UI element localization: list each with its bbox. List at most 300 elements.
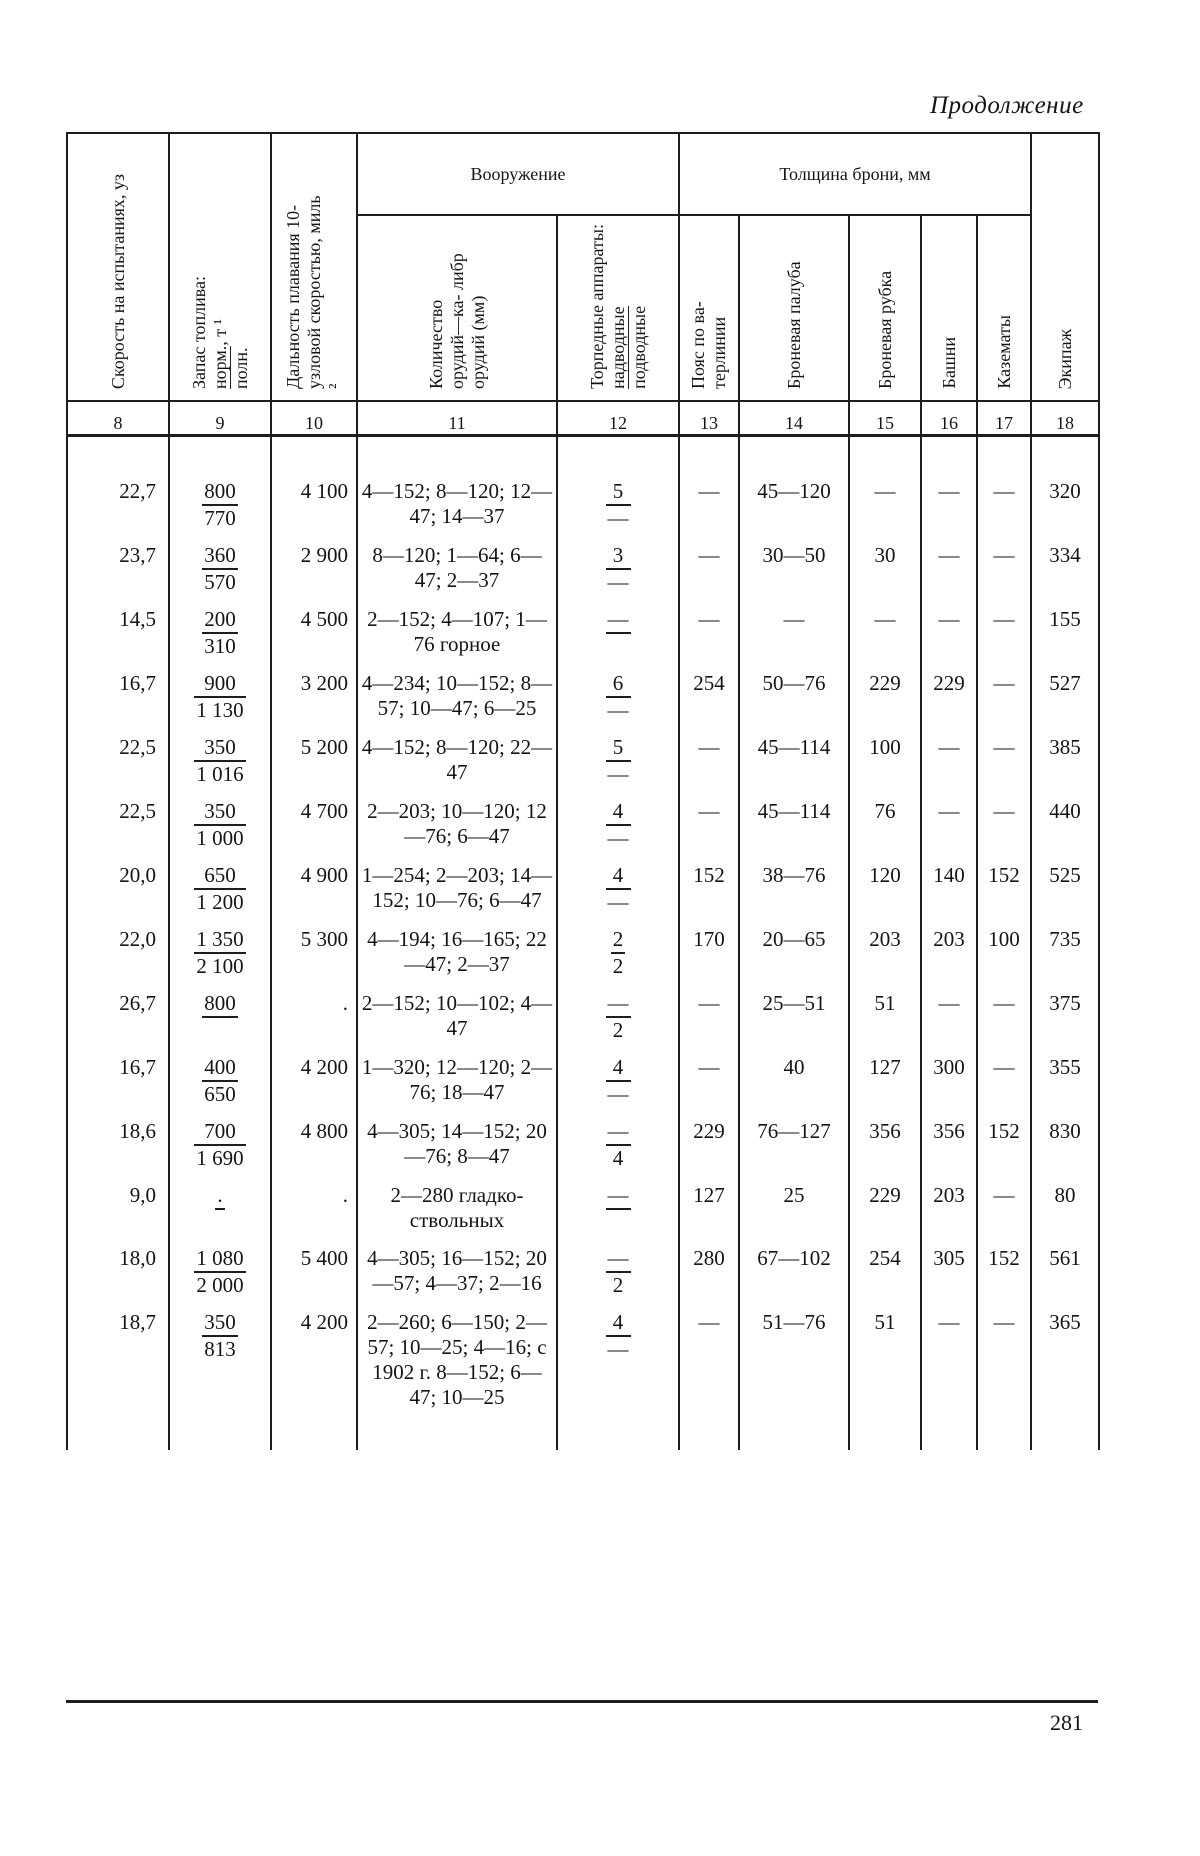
fuel-fraction-denominator: 1 130 [196, 697, 244, 722]
column-number-row [67, 401, 1099, 436]
cell-range: 3 200 [271, 659, 357, 723]
cell-turrets: — [921, 979, 977, 1043]
cell-speed: 16,7 [67, 659, 169, 723]
cell-casemates: 152 [977, 851, 1031, 915]
fuel-fraction-denominator: 310 [204, 633, 236, 658]
cell-deck: 50—76 [739, 659, 849, 723]
torpedo-fraction-denominator: — [607, 1336, 629, 1361]
cell-belt: 127 [679, 1171, 739, 1234]
header-fuel-num: норм. [209, 345, 230, 389]
torpedo-fraction-numerator: 4 [606, 1310, 631, 1337]
cell-guns: 2—152; 4—107; 1—76 горное [357, 595, 557, 659]
cell-guns: 4—152; 8—120; 22—47 [357, 723, 557, 787]
cell-deck: 45—114 [739, 723, 849, 787]
cell-speed: 9,0 [67, 1171, 169, 1234]
torpedo-fraction [606, 543, 631, 595]
cell-range: 4 500 [271, 595, 357, 659]
fuel-fraction [202, 1310, 238, 1362]
header-range-text: Дальность плавания 10-узловой скоростью, миль ² [282, 195, 345, 389]
cell-casemates: 100 [977, 915, 1031, 979]
column-number: 16 [921, 401, 977, 436]
table-row [67, 787, 1099, 851]
fuel-fraction-denominator: 650 [204, 1081, 236, 1106]
cell-crew: 561 [1031, 1234, 1099, 1298]
cell-guns: 4—234; 10—152; 8—57; 10—47; 6—25 [357, 659, 557, 723]
column-number: 15 [849, 401, 921, 436]
torpedo-fraction-numerator: — [606, 1119, 631, 1146]
fuel-fraction-denominator [215, 1210, 224, 1234]
cell-belt: — [679, 1043, 739, 1107]
cell-deck: 45—120 [739, 467, 849, 531]
header-belt [679, 215, 739, 401]
fuel-fraction-denominator: 813 [204, 1336, 236, 1361]
cell-turrets: — [921, 1298, 977, 1450]
cell-speed: 16,7 [67, 1043, 169, 1107]
fuel-fraction-numerator: 1 080 [194, 1246, 245, 1273]
torpedo-fraction [606, 991, 631, 1043]
cell-belt: — [679, 723, 739, 787]
cell-casemates: — [977, 1298, 1031, 1450]
torpedo-fraction-numerator: 4 [606, 863, 631, 890]
cell-fuel [169, 467, 271, 531]
cell-torpedo [557, 1043, 679, 1107]
cell-conning: 254 [849, 1234, 921, 1298]
cell-conning: 51 [849, 1298, 921, 1450]
cell-torpedo [557, 595, 679, 659]
cell-fuel [169, 659, 271, 723]
spacer-row [67, 435, 1099, 467]
torpedo-fraction-denominator: — [607, 569, 629, 594]
fuel-fraction [194, 927, 245, 979]
cell-fuel [169, 1298, 271, 1450]
cell-guns: 1—320; 12—120; 2—76; 18—47 [357, 1043, 557, 1107]
cell-casemates: 152 [977, 1234, 1031, 1298]
cell-turrets: 229 [921, 659, 977, 723]
cell-conning: 30 [849, 531, 921, 595]
cell-guns: 4—194; 16—165; 22—47; 2—37 [357, 915, 557, 979]
torpedo-fraction [606, 1246, 631, 1298]
ship-specs-table [66, 132, 1100, 1450]
cell-guns: 2—203; 10—120; 12—76; 6—47 [357, 787, 557, 851]
cell-range: 4 800 [271, 1107, 357, 1171]
table-row [67, 1298, 1099, 1450]
header-speed [67, 133, 169, 401]
cell-fuel [169, 979, 271, 1043]
header-turrets [921, 215, 977, 401]
torpedo-fraction [606, 735, 631, 787]
table-row [67, 1043, 1099, 1107]
cell-torpedo [557, 531, 679, 595]
header-crew-text: Экипаж [1054, 328, 1075, 389]
cell-guns: 2—260; 6—150; 2—57; 10—25; 4—16; с 1902 г. 8—152; 6—47; 10—25 [357, 1298, 557, 1450]
cell-conning: 120 [849, 851, 921, 915]
cell-range: . [271, 1171, 357, 1234]
header-belt-text: Пояс по ва- терлинии [688, 301, 730, 389]
fuel-fraction [194, 799, 245, 851]
fuel-fraction-numerator: 800 [202, 479, 238, 506]
cell-speed: 23,7 [67, 531, 169, 595]
table-row [67, 979, 1099, 1043]
cell-torpedo [557, 1171, 679, 1234]
continuation-label: Продолжение [930, 92, 1084, 119]
cell-deck: 25—51 [739, 979, 849, 1043]
header-torpedo-top: Торпедные аппараты: [586, 224, 607, 389]
cell-torpedo [557, 979, 679, 1043]
cell-range: 4 900 [271, 851, 357, 915]
cell-range: 4 200 [271, 1043, 357, 1107]
cell-belt: — [679, 979, 739, 1043]
cell-turrets: 356 [921, 1107, 977, 1171]
cell-deck: 51—76 [739, 1298, 849, 1450]
cell-torpedo [557, 659, 679, 723]
cell-speed: 20,0 [67, 851, 169, 915]
table-row [67, 723, 1099, 787]
cell-guns: 2—152; 10—102; 4—47 [357, 979, 557, 1043]
cell-deck: 76—127 [739, 1107, 849, 1171]
column-number: 10 [271, 401, 357, 436]
column-number: 14 [739, 401, 849, 436]
cell-speed: 18,7 [67, 1298, 169, 1450]
cell-casemates: — [977, 723, 1031, 787]
torpedo-fraction-denominator: — [607, 697, 629, 722]
cell-torpedo [557, 851, 679, 915]
cell-deck: — [739, 595, 849, 659]
cell-belt: — [679, 531, 739, 595]
cell-conning: 229 [849, 659, 921, 723]
cell-range: 4 700 [271, 787, 357, 851]
cell-belt: — [679, 467, 739, 531]
cell-speed: 22,5 [67, 787, 169, 851]
header-casemates [977, 215, 1031, 401]
cell-fuel [169, 1234, 271, 1298]
cell-deck: 25 [739, 1171, 849, 1234]
cell-torpedo [557, 1234, 679, 1298]
fuel-fraction [202, 543, 238, 595]
cell-casemates: — [977, 979, 1031, 1043]
column-number: 18 [1031, 401, 1099, 436]
header-guns [357, 215, 557, 401]
cell-turrets: — [921, 467, 977, 531]
fuel-fraction-denominator: 570 [204, 569, 236, 594]
cell-casemates: — [977, 1171, 1031, 1234]
cell-conning: 203 [849, 915, 921, 979]
cell-fuel [169, 1107, 271, 1171]
cell-conning: 356 [849, 1107, 921, 1171]
cell-crew: 527 [1031, 659, 1099, 723]
torpedo-fraction-denominator [606, 1210, 631, 1234]
cell-fuel [169, 595, 271, 659]
fuel-fraction-numerator: . [215, 1183, 224, 1210]
cell-conning: 100 [849, 723, 921, 787]
torpedo-fraction [606, 1119, 631, 1171]
fuel-fraction [194, 863, 245, 915]
fuel-fraction [194, 1119, 245, 1171]
cell-conning: — [849, 595, 921, 659]
header-crew [1031, 133, 1099, 401]
header-deck-text: Броневая палуба [783, 261, 804, 389]
cell-deck: 67—102 [739, 1234, 849, 1298]
torpedo-fraction-numerator: 5 [606, 735, 631, 762]
cell-casemates: — [977, 595, 1031, 659]
torpedo-fraction-denominator: 4 [612, 1145, 624, 1170]
cell-range: 4 200 [271, 1298, 357, 1450]
cell-speed: 18,0 [67, 1234, 169, 1298]
cell-fuel [169, 723, 271, 787]
fuel-fraction-numerator: 1 350 [194, 927, 245, 954]
cell-speed: 22,5 [67, 723, 169, 787]
cell-deck: 45—114 [739, 787, 849, 851]
torpedo-fraction-denominator: — [607, 1081, 629, 1106]
cell-speed: 26,7 [67, 979, 169, 1043]
fuel-fraction-denominator: 770 [204, 505, 236, 530]
torpedo-fraction-numerator: 4 [606, 1055, 631, 1082]
cell-torpedo [557, 723, 679, 787]
cell-guns: 4—152; 8—120; 12—47; 14—37 [357, 467, 557, 531]
cell-speed: 22,0 [67, 915, 169, 979]
cell-torpedo [557, 915, 679, 979]
cell-crew: 365 [1031, 1298, 1099, 1450]
cell-conning: 76 [849, 787, 921, 851]
cell-belt: — [679, 1298, 739, 1450]
cell-guns: 4—305; 14—152; 20—76; 8—47 [357, 1107, 557, 1171]
fuel-fraction-numerator: 700 [194, 1119, 245, 1146]
cell-speed: 22,7 [67, 467, 169, 531]
header-fuel-top: Запас топлива: [188, 275, 209, 389]
cell-turrets: 203 [921, 1171, 977, 1234]
table-body [67, 435, 1099, 1450]
cell-guns: 1—254; 2—203; 14—152; 10—76; 6—47 [357, 851, 557, 915]
torpedo-fraction-numerator: — [606, 1246, 631, 1273]
cell-crew: 375 [1031, 979, 1099, 1043]
torpedo-fraction [606, 1310, 631, 1362]
fuel-fraction-denominator: 1 200 [196, 889, 244, 914]
cell-range: 5 200 [271, 723, 357, 787]
fuel-fraction [202, 1055, 238, 1107]
cell-torpedo [557, 1107, 679, 1171]
cell-turrets: — [921, 595, 977, 659]
cell-deck: 20—65 [739, 915, 849, 979]
fuel-fraction [215, 1183, 224, 1234]
header-guns-text: Количество орудий—ка- либр орудий (мм) [425, 253, 488, 389]
table-row [67, 1171, 1099, 1234]
header-fuel-unit: , т ¹ [209, 318, 230, 346]
header-conning [849, 215, 921, 401]
cell-casemates: — [977, 531, 1031, 595]
cell-range: 5 300 [271, 915, 357, 979]
torpedo-fraction [606, 799, 631, 851]
cell-turrets: — [921, 531, 977, 595]
header-turrets-text: Башни [938, 337, 959, 389]
fuel-fraction [202, 479, 238, 531]
fuel-fraction-denominator: 2 100 [196, 953, 244, 978]
column-number: 12 [557, 401, 679, 436]
cell-crew: 440 [1031, 787, 1099, 851]
torpedo-fraction-numerator: 3 [606, 543, 631, 570]
torpedo-fraction-denominator [606, 634, 631, 658]
table-row [67, 595, 1099, 659]
cell-fuel [169, 531, 271, 595]
torpedo-fraction-denominator: 2 [612, 1272, 624, 1297]
torpedo-fraction [606, 607, 631, 658]
torpedo-fraction [606, 671, 631, 723]
cell-deck: 38—76 [739, 851, 849, 915]
cell-belt: 152 [679, 851, 739, 915]
cell-crew: 80 [1031, 1171, 1099, 1234]
cell-belt: — [679, 787, 739, 851]
fuel-fraction-denominator: 2 000 [196, 1272, 244, 1297]
fuel-fraction [194, 1246, 245, 1298]
torpedo-fraction-numerator: — [606, 607, 631, 634]
fuel-fraction-numerator: 200 [202, 607, 238, 634]
cell-guns: 8—120; 1—64; 6—47; 2—37 [357, 531, 557, 595]
torpedo-fraction [611, 927, 626, 979]
torpedo-fraction-denominator: — [607, 889, 629, 914]
column-number: 11 [357, 401, 557, 436]
table-row [67, 531, 1099, 595]
cell-range: 2 900 [271, 531, 357, 595]
torpedo-fraction-numerator: 2 [611, 927, 626, 954]
column-number: 9 [169, 401, 271, 436]
cell-speed: 14,5 [67, 595, 169, 659]
torpedo-fraction-numerator: 4 [606, 799, 631, 826]
header-fuel-text [189, 268, 252, 395]
fuel-fraction-denominator: 1 016 [196, 761, 244, 786]
cell-fuel [169, 1043, 271, 1107]
torpedo-fraction-numerator: 5 [606, 479, 631, 506]
cell-range: . [271, 979, 357, 1043]
fuel-fraction-numerator: 900 [194, 671, 245, 698]
cell-torpedo [557, 467, 679, 531]
cell-crew: 385 [1031, 723, 1099, 787]
torpedo-fraction-numerator: — [606, 991, 631, 1018]
header-torpedo-num: надводные [607, 306, 628, 389]
cell-belt: 280 [679, 1234, 739, 1298]
table-row [67, 659, 1099, 723]
torpedo-fraction [606, 1055, 631, 1107]
fuel-fraction-numerator: 360 [202, 543, 238, 570]
cell-range: 5 400 [271, 1234, 357, 1298]
cell-crew: 334 [1031, 531, 1099, 595]
torpedo-fraction [606, 863, 631, 915]
torpedo-fraction [606, 1183, 631, 1234]
header-torpedo-text [587, 216, 650, 395]
header-armor: Толщина брони, мм [679, 133, 1031, 215]
torpedo-fraction-numerator: 6 [606, 671, 631, 698]
cell-casemates: 152 [977, 1107, 1031, 1171]
column-number: 13 [679, 401, 739, 436]
cell-casemates: — [977, 659, 1031, 723]
torpedo-fraction-denominator: 2 [612, 953, 624, 978]
cell-crew: 155 [1031, 595, 1099, 659]
fuel-fraction-numerator: 800 [202, 991, 238, 1018]
header-armament: Вооружение [357, 133, 679, 215]
table-row [67, 915, 1099, 979]
cell-crew: 525 [1031, 851, 1099, 915]
torpedo-fraction-denominator: 2 [612, 1017, 624, 1042]
cell-deck: 30—50 [739, 531, 849, 595]
cell-fuel [169, 915, 271, 979]
cell-casemates: — [977, 1043, 1031, 1107]
fuel-fraction-denominator: 1 690 [196, 1145, 244, 1170]
fuel-fraction-numerator: 350 [202, 1310, 238, 1337]
header-fuel-den: полн. [230, 347, 251, 389]
fuel-fraction [202, 991, 238, 1042]
fuel-fraction-numerator: 350 [194, 799, 245, 826]
table-row [67, 1107, 1099, 1171]
cell-fuel [169, 851, 271, 915]
cell-speed: 18,6 [67, 1107, 169, 1171]
cell-conning: 229 [849, 1171, 921, 1234]
torpedo-fraction-denominator: — [607, 505, 629, 530]
cell-range: 4 100 [271, 467, 357, 531]
torpedo-fraction-denominator: — [607, 761, 629, 786]
fuel-fraction [194, 671, 245, 723]
torpedo-fraction [606, 479, 631, 531]
cell-belt: 170 [679, 915, 739, 979]
fuel-fraction-denominator: 1 000 [196, 825, 244, 850]
fuel-fraction-numerator: 400 [202, 1055, 238, 1082]
fuel-fraction-numerator: 650 [194, 863, 245, 890]
header-range [271, 133, 357, 401]
header-speed-text: Скорость на испытаниях, уз [107, 173, 128, 389]
cell-crew: 735 [1031, 915, 1099, 979]
cell-turrets: 300 [921, 1043, 977, 1107]
cell-turrets: 305 [921, 1234, 977, 1298]
cell-torpedo [557, 787, 679, 851]
cell-belt: 254 [679, 659, 739, 723]
cell-deck: 40 [739, 1043, 849, 1107]
cell-crew: 320 [1031, 467, 1099, 531]
cell-casemates: — [977, 787, 1031, 851]
cell-guns: 4—305; 16—152; 20—57; 4—37; 2—16 [357, 1234, 557, 1298]
table-row [67, 467, 1099, 531]
header-torpedo-den: подводные [628, 305, 649, 389]
column-number: 8 [67, 401, 169, 436]
cell-belt: 229 [679, 1107, 739, 1171]
torpedo-fraction-denominator: — [607, 825, 629, 850]
fuel-fraction [194, 735, 245, 787]
cell-turrets: — [921, 787, 977, 851]
cell-conning: 51 [849, 979, 921, 1043]
fuel-fraction-numerator: 350 [194, 735, 245, 762]
header-conning-text: Броневая рубка [874, 270, 895, 389]
cell-turrets: 203 [921, 915, 977, 979]
cell-belt: — [679, 595, 739, 659]
torpedo-fraction-numerator: — [606, 1183, 631, 1210]
cell-turrets: — [921, 723, 977, 787]
cell-conning: 127 [849, 1043, 921, 1107]
cell-casemates: — [977, 467, 1031, 531]
header-torpedo [557, 215, 679, 401]
column-number: 17 [977, 401, 1031, 436]
table-row [67, 1234, 1099, 1298]
fuel-fraction [202, 607, 238, 659]
cell-crew: 355 [1031, 1043, 1099, 1107]
cell-crew: 830 [1031, 1107, 1099, 1171]
table-bottom-rule [66, 1700, 1098, 1703]
header-fuel [169, 133, 271, 401]
cell-fuel [169, 1171, 271, 1234]
header-deck [739, 215, 849, 401]
cell-guns: 2—280 гладко- ствольных [357, 1171, 557, 1234]
cell-torpedo [557, 1298, 679, 1450]
table-row [67, 851, 1099, 915]
fuel-fraction-denominator [202, 1018, 238, 1042]
cell-conning: — [849, 467, 921, 531]
cell-fuel [169, 787, 271, 851]
page-number: 281 [1050, 1710, 1083, 1735]
header-casemates-text: Казематы [993, 315, 1014, 389]
